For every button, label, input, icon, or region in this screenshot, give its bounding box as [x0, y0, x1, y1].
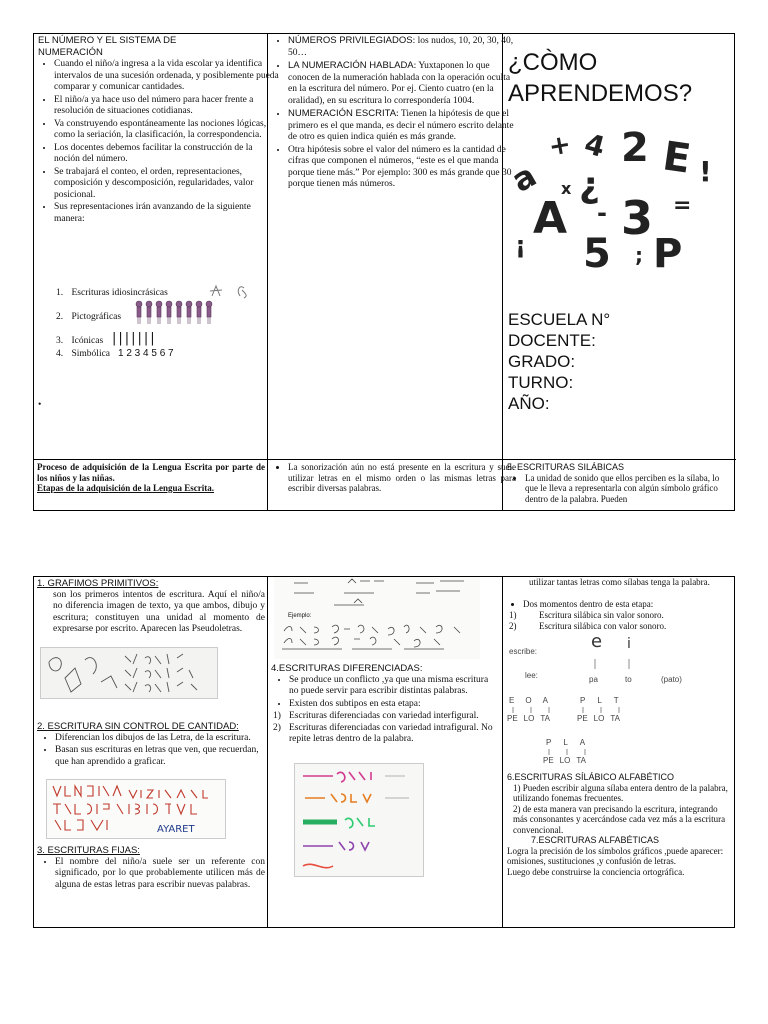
- plus-symbol: +: [546, 129, 574, 163]
- empty-bullet: •: [38, 400, 42, 410]
- stage-1-title: 1. GRAFIMOS PRIMITIVOS:: [37, 578, 159, 589]
- letter-p-symbol: P: [653, 231, 683, 277]
- page2-column-3: [503, 577, 736, 927]
- pictographic-people-icon: [133, 298, 215, 326]
- minus-symbol: -: [597, 199, 607, 227]
- differentiated-writing-sample: [274, 577, 480, 659]
- stage-item: 1. Escrituras idiosincrásicas: [56, 288, 266, 312]
- syllabic-diagram: escribe: e i lee: pa to (pato) E O A PE LO TA P L T PE LO TA P L A PE LO TA: [503, 637, 736, 767]
- bullet-item: • Diferencian los dibujos de las Letra, de la escritura.: [55, 733, 265, 745]
- bullet-item: • El niño/a ya hace uso del número para hacer frente a resolución de situaciones cotidianas.: [54, 95, 280, 118]
- cover-fields: [508, 309, 610, 414]
- sample-name: AYARET: [157, 824, 195, 835]
- cover-title: ¿CÒMO: [508, 49, 598, 76]
- bullet-item: • Otra hipótesis sobre el valor del número es la cantidad de cifras que componen el números, “este es el que manda porque tiene más.” Por ejemplo: 300 es más grande que 30 porque tienen más números.: [288, 145, 514, 191]
- bullet-item: • Cuando el niño/a ingresa a la vida escolar ya identifica intervalos de una sucesión ordenada, y posiblemente pueda comparar y comunicar cantidades.: [54, 59, 280, 94]
- sonorization-bullet: • La sonorización aún no está presente en la escritura y suele utilizar letras en el mismo orden o las mismas letras para escribir diversas palabras.: [288, 462, 516, 494]
- stage-4-title: 4.ESCRITURAS DIFERENCIADAS:: [271, 663, 423, 674]
- example-label: Ejemplo:: [288, 613, 312, 619]
- stage-7-title: 7.ESCRITURAS ALFABÉTICAS: [531, 835, 660, 845]
- page1-column-3-cover: [503, 34, 736, 510]
- moment-item: 2) Escritura silábica con valor sonoro.: [509, 620, 667, 631]
- question-symbol: ¿: [579, 165, 600, 206]
- syllabic-continuation: utilizar tantas letras como sílabas tenga la palabra.: [529, 577, 710, 587]
- bullet-item: • LA NUMERACIÓN HABLADA: Yuxtaponen lo que conocen de la numeración hablada con la operación oculta en la escritura del número. Por ej. Ciento cuatro (en la oralidad), en su escritura lo correspondería 1004.: [288, 60, 514, 107]
- bullet-item: • Va construyendo espontáneamente las nociones lógicas, como la seriación, la clasificación, la correspondencia.: [54, 119, 280, 142]
- process-title: Proceso de adquisición de la Lengua Escrita por parte de los niños y las niñas.: [37, 462, 265, 483]
- page-2: [33, 576, 735, 928]
- exclamation-symbol: !: [699, 155, 712, 188]
- letter-a-lower-symbol: a: [504, 156, 543, 200]
- subtype-item: 2) Escrituras diferenciadas con variedad intrafigural. No repite letras dentro de la palabra.: [273, 722, 493, 744]
- cover-title-cont: APRENDEMOS?: [508, 80, 693, 107]
- page2-column-1: [34, 577, 268, 927]
- digit-2-symbol: 2: [621, 125, 649, 171]
- field-year: AÑO:: [508, 394, 550, 413]
- stage-2-title: 2. ESCRITURA SIN CONTROL DE CANTIDAD:: [37, 721, 239, 732]
- field-grade: GRADO:: [508, 352, 576, 371]
- field-teacher: DOCENTE:: [508, 331, 596, 350]
- bullet-item: • Se trabajará el conteo, el orden, representaciones, composición y descomposición, regularidades, valor posicional.: [54, 167, 280, 202]
- stage-3-title: 3. ESCRITURAS FIJAS:: [37, 845, 140, 856]
- subtype-item: 1) Escrituras diferenciadas con variedad interfigural.: [273, 711, 479, 721]
- mapping-row-1-top: E O A: [509, 696, 548, 705]
- page1-column-2: [268, 34, 516, 510]
- bullet-item: • Sus representaciones irán avanzando de la siguiente manera:: [54, 202, 280, 225]
- red-letters-drawing: [47, 780, 225, 838]
- page1-column-1: [34, 34, 279, 510]
- times-symbol: x: [561, 179, 572, 198]
- moment-item: 1) Escritura silábica sin valor sonoro.: [509, 610, 664, 620]
- inverted-exclamation-symbol: ¡: [515, 231, 526, 259]
- page-1: [33, 33, 735, 511]
- syllabic-heading: 5. ESCRITURAS SILÁBICAS: [507, 462, 625, 472]
- section-heading-cont: NUMERACIÓN: [38, 46, 103, 58]
- symbolic-digits: 1 2 3 4 5 6 7: [118, 348, 174, 359]
- bullet-item: • Se produce un conflicto ,ya que una misma escritura no puede servir para escribir distintas palabras.: [289, 675, 499, 698]
- colored-writing-sample: [294, 763, 424, 877]
- bullet-item: • NÚMEROS PRIVILEGIADOS: los nudos, 10, 20, 30, 40, 50…: [288, 35, 514, 59]
- number-bullets: [36, 59, 280, 226]
- stages-title: Etapas de la adquisición de la Lengua Escrita.: [37, 483, 215, 493]
- scribble-drawing: [41, 648, 217, 698]
- stage-item: 2. Pictográficas: [56, 312, 266, 336]
- bullet-item: • Existen dos subtipos en esta etapa:: [289, 699, 499, 711]
- number-hypotheses: [270, 35, 514, 192]
- stage-item: 3. Icónicas |||||||: [56, 331, 157, 346]
- symbols-illustration: [503, 119, 736, 279]
- digit-3-symbol: 3: [621, 191, 654, 245]
- letter-a-symbol: A: [533, 193, 568, 244]
- bullet-item: • NUMERACIÓN ESCRITA: Tienen la hipótesis de que el primero es el que manda, es decir el número escrito delante de otro es quien indica quién es más grande.: [288, 108, 514, 144]
- bullet-item: • La unidad de sonido que ellos perciben es la sílaba, lo que le lleva a representarla con algún símbolo gráfico dentro de la palabra. Pueden: [525, 473, 733, 505]
- stage-7-text-2: Luego debe construirse la conciencia ortográfica.: [507, 866, 685, 877]
- mapping-row-2-bottom: PE LO TA: [577, 714, 620, 723]
- bullet-item: • Basan sus escrituras en letras que ven, que recuerdan, que han aprendido a graficar.: [55, 745, 265, 768]
- bullet-item: • El nombre del niño/a suele ser un referente con significado, por lo que probablemente utilicen más de alguna de estas letras para escribir nuevas palabras.: [55, 857, 265, 892]
- stage-6-title: 6.ESCRITURAS SÍLÁBICO ALFABÉTICO: [507, 772, 675, 782]
- field-school: ESCUELA N°: [508, 310, 611, 329]
- stages-list: [56, 288, 266, 362]
- mapping-row-1-bottom: PE LO TA: [507, 714, 550, 723]
- stage-item: 4. Simbólica 1 2 3 4 5 6 7: [56, 348, 174, 359]
- bullet-item: • Los docentes debemos facilitar la construcción de la noción del número.: [54, 143, 280, 166]
- stage-6-item: 1) Pueden escribir alguna sílaba entera dentro de la palabra, utilizando fonemas frecuentes.: [513, 782, 728, 803]
- digit-4-symbol: 4: [581, 127, 609, 164]
- semicolon-symbol: ;: [635, 243, 643, 267]
- colored-words-drawing: [295, 764, 423, 876]
- bullet-item: • Dos momentos dentro de esta etapa:: [523, 599, 749, 610]
- primitive-graphisms-sample: [40, 647, 218, 699]
- digit-5-symbol: 5: [583, 231, 611, 277]
- mapping-row-2-top: P L T: [580, 696, 619, 705]
- field-shift: TURNO:: [508, 373, 574, 392]
- mapping-row-3-bottom: PE LO TA: [543, 756, 586, 765]
- page2-column-2: [268, 577, 503, 927]
- iconic-marks: |||||||: [112, 331, 157, 346]
- section-heading: EL NÚMERO Y EL SISTEMA DE: [38, 35, 177, 46]
- stage-6-item: 2) de esta manera van precisando la escritura, integrando más consonantes y acercándose cada vez más a la escritura convencional.: [513, 803, 726, 835]
- letter-e-symbol: E: [659, 133, 694, 183]
- stage-7-text: Logra la precisión de los símbolos gráficos ,puede aparecer: omisiones, sustituciones ,y confusión de letras.: [507, 845, 724, 866]
- equals-symbol: =: [673, 193, 692, 218]
- stage-1-text: son los primeros intentos de escritura. Aquí el niño/a no diferencia imagen de texto, ya que ambos, dibujo y escritura; constituyen una unidad al momento de expresarse por escrito. Aparecen las Pseudoletras.: [53, 589, 265, 634]
- uncontrolled-writing-sample: [46, 779, 226, 839]
- mapping-row-3-top: P L A: [546, 738, 586, 747]
